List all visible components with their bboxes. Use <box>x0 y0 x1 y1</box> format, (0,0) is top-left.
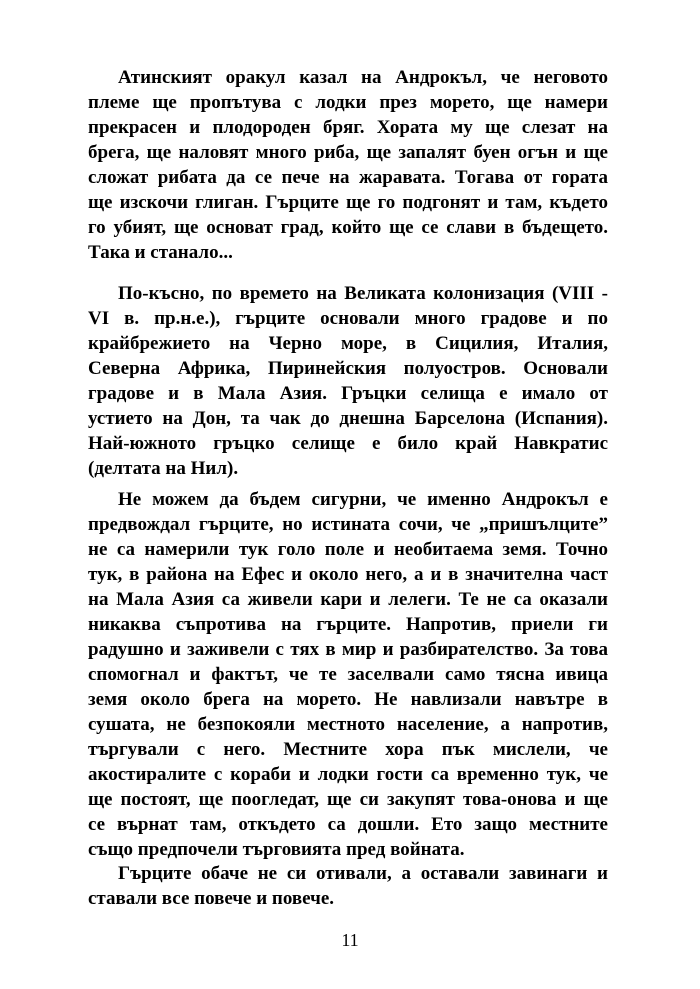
text-line: сложат рибата да се пече на жаравата. Тогава от гората <box>88 167 608 188</box>
text-line: Северна Африка, Пиринейския полуостров. Основали <box>88 358 608 379</box>
paragraph-1 <box>88 65 608 265</box>
page-number: 11 <box>341 930 359 950</box>
text-line: никаква съпротива на гърците. Напротив, приели ги <box>88 614 608 635</box>
text-line: Атинският оракул казал на Андрокъл, че неговото <box>118 67 608 88</box>
paragraph-3 <box>88 487 608 862</box>
text-line: Така и станало... <box>88 242 233 263</box>
text-line: ще изскочи глиган. Гърците ще го подгонят и там, където <box>88 192 608 213</box>
text-line: крайбрежието на Черно море, в Сицилия, Италия, <box>88 333 608 354</box>
text-line: сушата, не безпокояли местното население, а напротив, <box>88 714 608 735</box>
text-line: брега, ще наловят много риба, ще запалят буен огън и ще <box>88 142 608 163</box>
text-line: акостиралите с кораби и лодки гости са временно тук, че <box>88 764 608 785</box>
text-line: Най-южното гръцко селище е било край Навкратис <box>88 433 608 454</box>
text-line: търгували с него. Местните хора пък мислели, че <box>88 739 608 760</box>
paragraph-4 <box>88 861 608 911</box>
text-line: ставали все повече и повече. <box>88 888 335 909</box>
text-line: не са намерили тук голо поле и необитаема земя. Точно <box>88 539 608 560</box>
text-line: градове и в Мала Азия. Гръцки селища е имало от <box>88 383 608 404</box>
text-line: прекрасен и плодороден бряг. Хората му ще слезат на <box>88 117 608 138</box>
text-line: VI в. пр.н.е.), гърците основали много градове и по <box>88 308 608 329</box>
text-line: го убият, ще основат град, който ще се слави в бъдещето. <box>88 217 608 238</box>
text-line: на Мала Азия са живели кари и лелеги. Те не са оказали <box>88 589 608 610</box>
text-line: ще постоят, ще поогледат, ще си закупят това-онова и ще <box>88 789 608 810</box>
text-line: По-късно, по времето на Великата колонизация (VIII - <box>118 283 608 304</box>
text-line: се върнат там, откъдето са дошли. Ето защо местните <box>88 814 608 835</box>
text-line: земя около брега на морето. Не навлизали навътре в <box>88 689 608 710</box>
text-line: предвождал гърците, но истината сочи, че „пришълците” <box>88 514 608 535</box>
text-line: тук, в района на Ефес и около него, а и в значителна част <box>88 564 608 585</box>
text-line: племе ще пропътува с лодки през морето, ще намери <box>88 92 608 113</box>
text-line: също предпочели търговията пред войната. <box>88 839 465 860</box>
text-line: спомогнал и фактът, че те заселвали само тясна ивица <box>88 664 608 685</box>
text-line: (делтата на Нил). <box>88 458 239 479</box>
text-line: Не можем да бъдем сигурни, че именно Андрокъл е <box>118 489 608 510</box>
paragraph-2 <box>88 281 608 481</box>
text-line: устието на Дон, та чак до днешна Барселона (Испания). <box>88 408 608 429</box>
text-line: радушно и заживели с тях в мир и разбирателство. За това <box>88 639 608 660</box>
text-line: Гърците обаче не си отивали, а оставали завинаги и <box>118 863 608 884</box>
